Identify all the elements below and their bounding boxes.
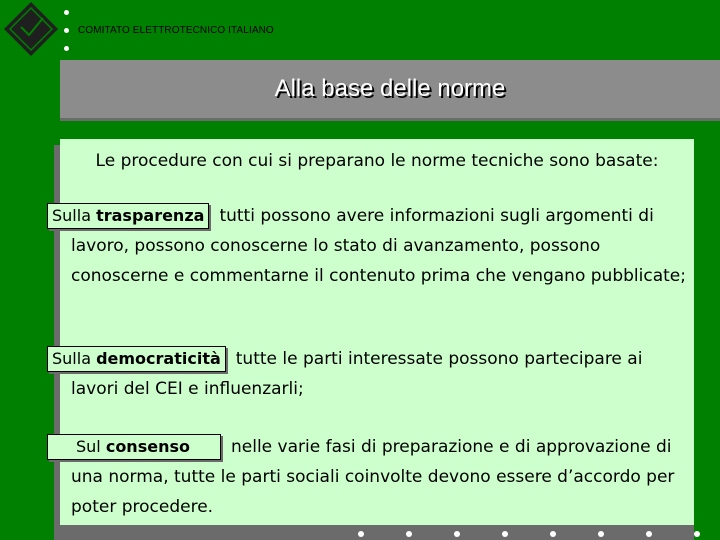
footer-dot [502, 531, 508, 537]
footer-dot [694, 531, 700, 537]
page-title: Alla base delle norme [274, 75, 506, 102]
footer-dot [598, 531, 604, 537]
footer-dot [550, 531, 556, 537]
list-item [71, 432, 693, 522]
footer-dot [646, 531, 652, 537]
organization-name: COMITATO ELETTROTECNICO ITALIANO [78, 25, 274, 36]
item-tag [47, 203, 209, 229]
footer-dot [358, 531, 364, 537]
header-dot [64, 28, 69, 33]
item-tag-bold: democraticità [96, 349, 221, 368]
intro-text: Le procedure con cui si preparano le norme tecniche sono basate: [95, 151, 659, 171]
item-tag [47, 346, 226, 372]
header-dot [64, 46, 69, 51]
item-text: nelle varie fasi di preparazione e di approvazione di una norma, tutte le parti sociali coinvolte devono essere d’accordo per poter procedere. [71, 437, 675, 517]
content-panel [52, 139, 694, 525]
item-tag-prefix: Sulla [52, 206, 97, 225]
item-tag-bold: consenso [105, 437, 190, 456]
header-dot [64, 10, 69, 15]
footer-dot [406, 531, 412, 537]
item-tag [47, 434, 221, 460]
list-item [52, 344, 693, 404]
logo-icon [0, 0, 60, 60]
footer-dot [454, 531, 460, 537]
item-text: tutti possono avere informazioni sugli argomenti di lavoro, possono conoscerne lo stato di avanzamento, possono conoscerne e commentarne il contenuto prima che vengano pubblicate; [71, 206, 686, 286]
item-tag-prefix: Sul [76, 437, 106, 456]
list-item [52, 201, 693, 291]
item-text: tutte le parti interessate possono partecipare ai lavori del CEI e influenzarli; [71, 349, 643, 399]
item-tag-bold: trasparenza [96, 206, 205, 225]
item-tag-prefix: Sulla [52, 349, 97, 368]
title-bar [60, 60, 720, 118]
